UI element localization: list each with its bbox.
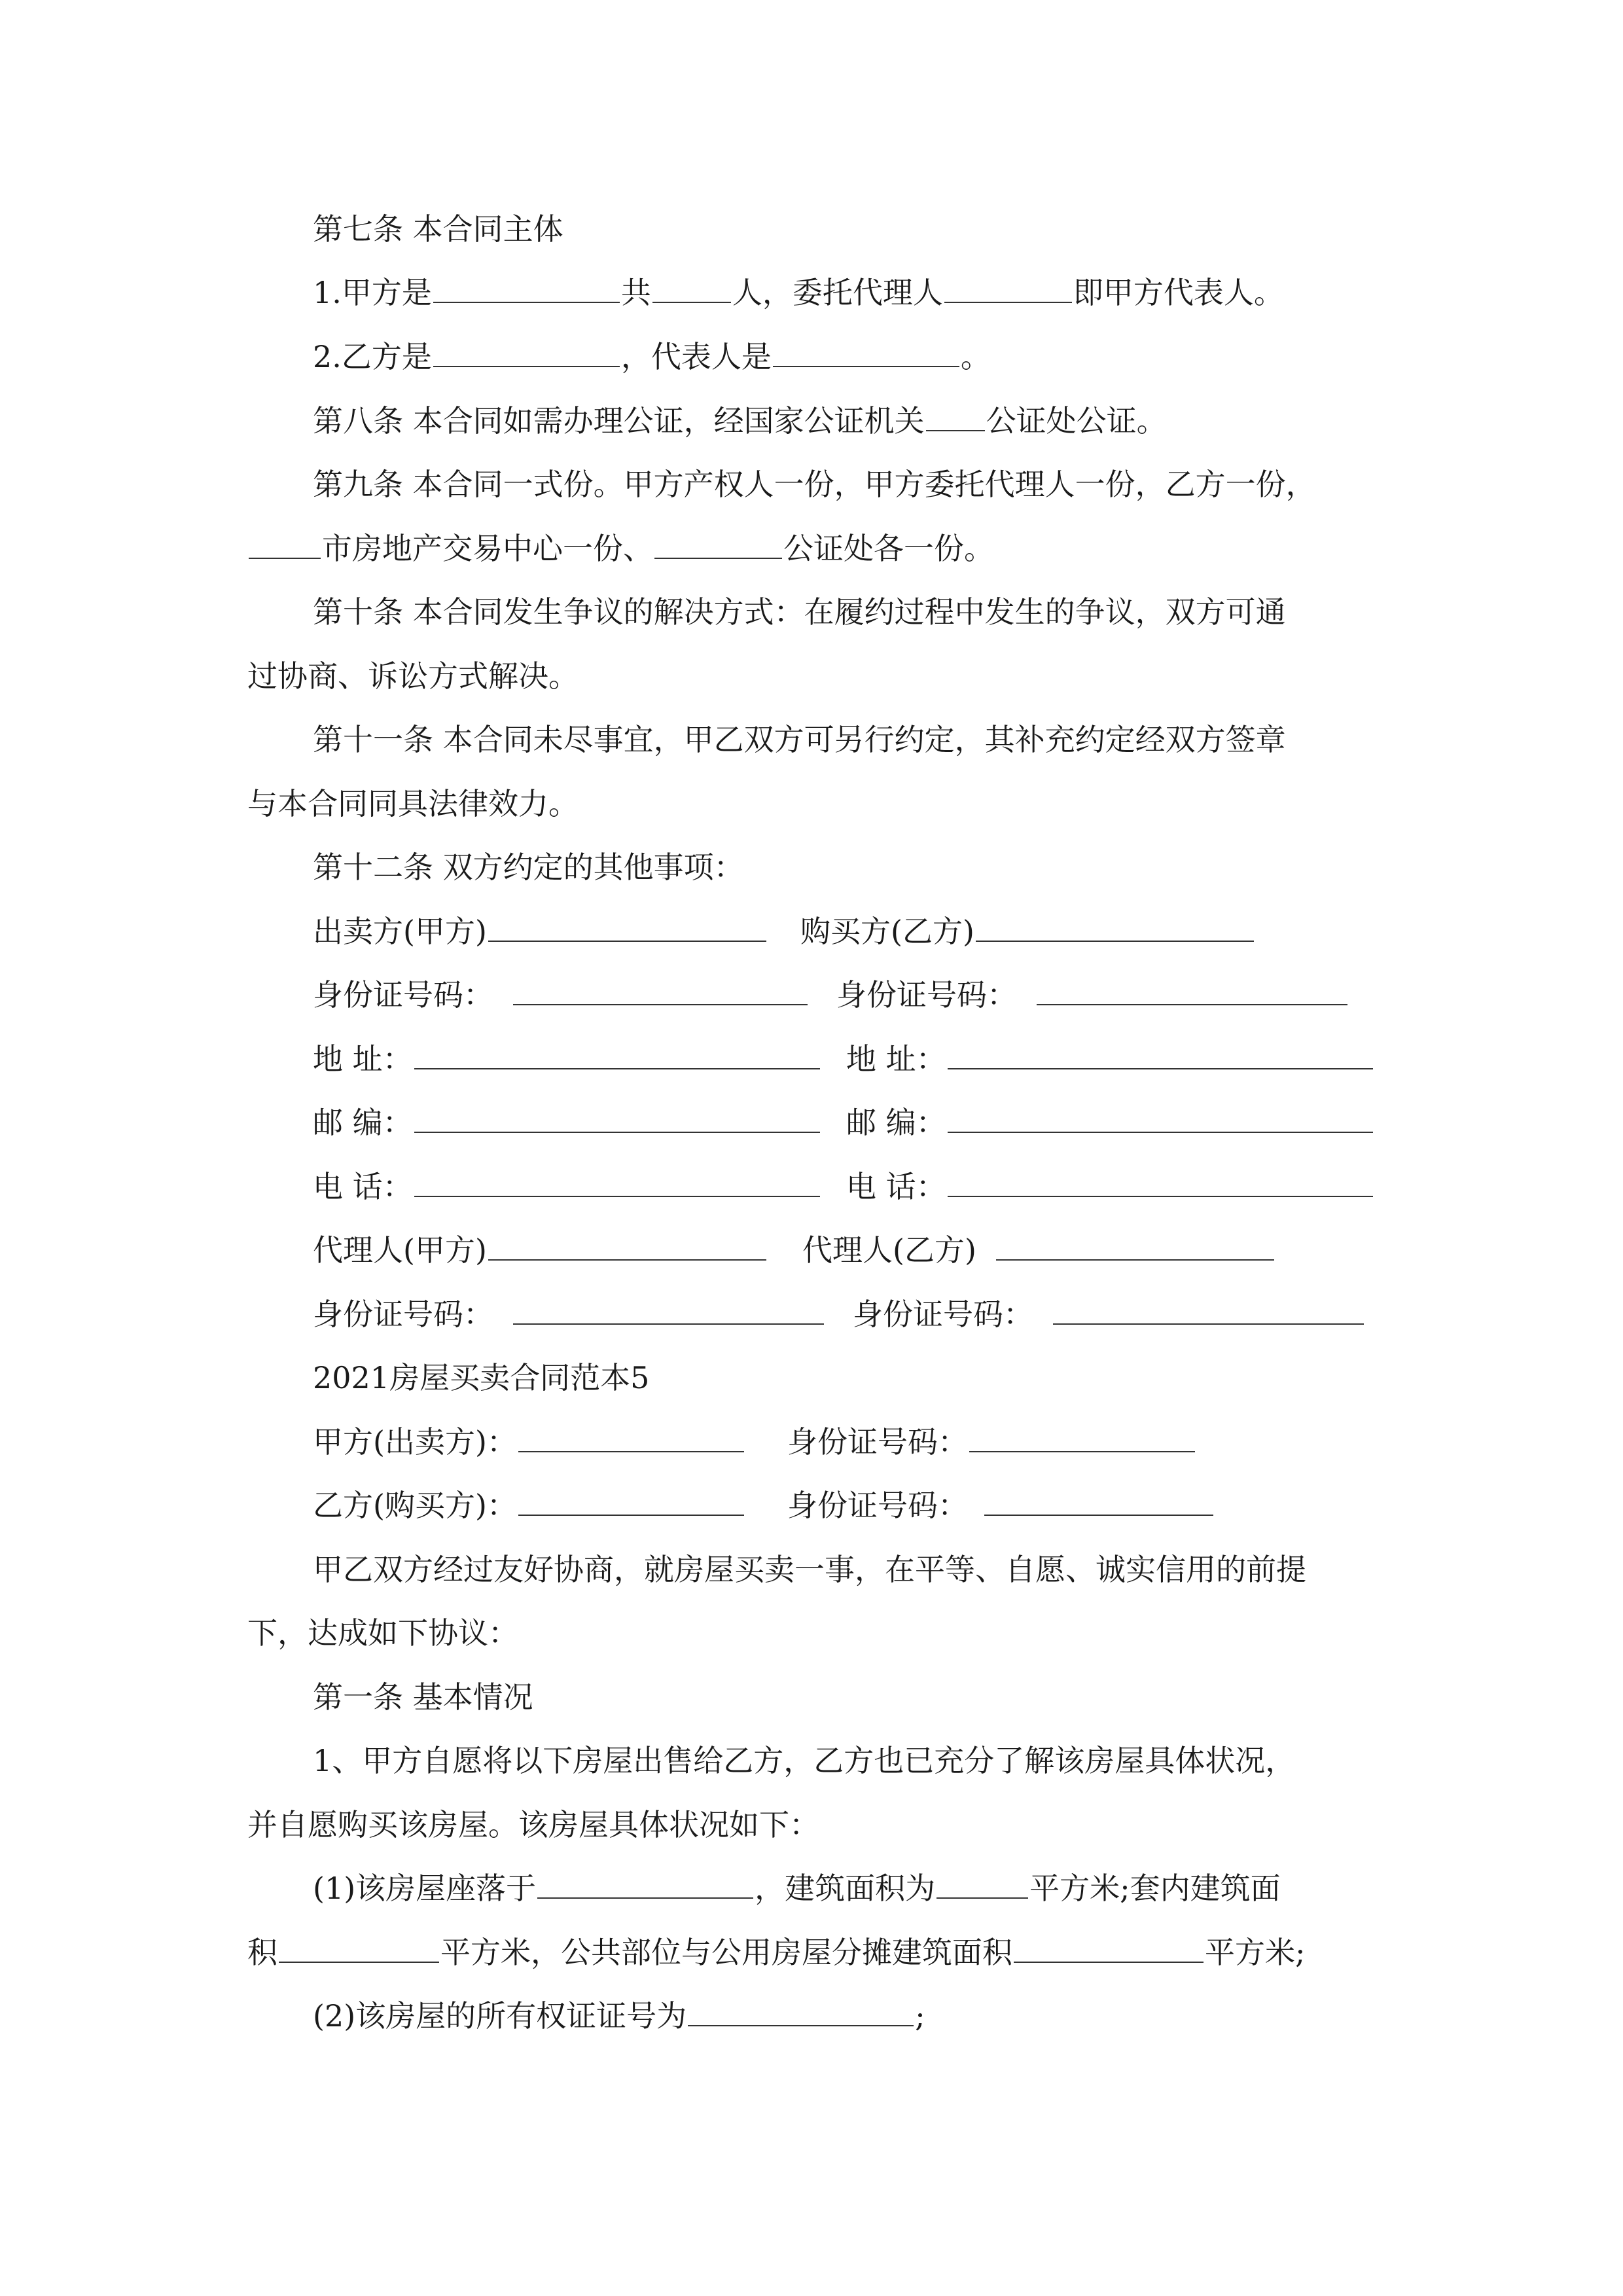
- contract5-party-a: [313, 1422, 968, 1462]
- buyer-postcode-blank[interactable]: [948, 1103, 1373, 1133]
- article12-heading: 第十二条 双方约定的其他事项：: [313, 850, 744, 885]
- contract5-party-a-id-label: 身份证号码：: [787, 1424, 968, 1460]
- ownership-cert-blank[interactable]: [688, 1996, 914, 2026]
- article9-line2-text: 市房地产交易中心一份、: [322, 531, 653, 566]
- article9-line2-end: 公证处各一份。: [783, 531, 994, 566]
- item1-ji-label: 积: [247, 1935, 277, 1970]
- seller-id-label: 身份证号码：: [313, 977, 493, 1013]
- item1-area-label: ，建筑面积为: [755, 1871, 936, 1906]
- party-b-rep-blank[interactable]: [773, 337, 959, 367]
- buyer-address-blank[interactable]: [948, 1039, 1373, 1069]
- party-b-name-blank[interactable]: [433, 337, 620, 367]
- article7-party-b-label: 2.乙方是: [313, 339, 432, 374]
- item2-end: ;: [915, 1998, 925, 2034]
- seller-phone-label: 电 话：: [313, 1169, 413, 1204]
- article7-party-a-end: 即甲方代表人。: [1073, 275, 1284, 310]
- signature-row-agent-id: [313, 1295, 1033, 1334]
- article9-line1: 第九条 本合同一式份。甲方产权人一份，甲方委托代理人一份，乙方一份，: [313, 467, 1316, 502]
- item1-inner-area-label: 平方米;套内建筑面: [1029, 1871, 1281, 1906]
- article7-party-b-rep-label: ，代表人是: [620, 339, 772, 374]
- article8-end: 公证处公证。: [986, 403, 1167, 439]
- signature-row-agent: [313, 1230, 976, 1270]
- seller-address-blank[interactable]: [414, 1039, 820, 1069]
- buyer-id-label: 身份证号码：: [836, 977, 1017, 1013]
- contract5-title: 2021房屋买卖合同范本5: [313, 1360, 650, 1395]
- contract5-party-a-id-blank[interactable]: [969, 1422, 1195, 1452]
- buyer-label: 购买方(乙方): [800, 914, 974, 949]
- signature-row-phone: [313, 1167, 946, 1206]
- article10-line2: 过协商、诉讼方式解决。: [247, 658, 579, 694]
- article7-party-a-label: 1.甲方是: [313, 275, 432, 310]
- shared-area-blank[interactable]: [1014, 1933, 1204, 1963]
- contract5-art1-p1-line2: 并自愿购买该房屋。该房屋具体状况如下：: [247, 1807, 819, 1842]
- article11-line2: 与本合同同具法律效力。: [247, 786, 579, 821]
- contract5-party-a-blank[interactable]: [518, 1422, 744, 1452]
- contract5-item1-line1: [313, 1869, 1281, 1908]
- agent-b-label: 代理人(乙方): [802, 1232, 976, 1268]
- notary-blank[interactable]: [926, 401, 985, 431]
- article9-line2: [247, 529, 994, 568]
- article7-party-a-count-label: 共: [620, 275, 651, 310]
- item2-label: (2)该房屋的所有权证证号为: [313, 1998, 687, 2034]
- contract5-party-a-label: 甲方(出卖方)：: [313, 1424, 517, 1460]
- contract5-party-b-label: 乙方(购买方)：: [313, 1488, 517, 1523]
- item1-location-label: (1)该房屋座落于: [313, 1871, 537, 1906]
- seller-blank[interactable]: [488, 912, 766, 942]
- location-blank[interactable]: [537, 1869, 753, 1899]
- party-a-name-blank[interactable]: [433, 273, 620, 303]
- buyer-postcode-label: 邮 编：: [846, 1105, 946, 1140]
- article7-party-a: [313, 273, 1284, 312]
- agent-a-id-blank[interactable]: [513, 1295, 824, 1325]
- article11-line1: 第十一条 本合同未尽事宜，甲乙双方可另行约定，其补充约定经双方签章: [313, 722, 1286, 757]
- contract5-party-b-id-blank[interactable]: [984, 1486, 1213, 1516]
- agent-b-id-label: 身份证号码：: [853, 1297, 1033, 1332]
- contract5-art1-heading: 第一条 基本情况: [313, 1679, 533, 1715]
- signature-row-party: [313, 912, 974, 951]
- buyer-address-label: 地 址：: [846, 1041, 946, 1077]
- article7-party-b: [313, 337, 991, 376]
- notary-office-blank[interactable]: [654, 529, 782, 559]
- signature-row-id: [313, 975, 1017, 1014]
- seller-postcode-label: 邮 编：: [313, 1105, 413, 1140]
- article7-party-b-end: 。: [960, 339, 991, 374]
- seller-id-blank[interactable]: [513, 975, 808, 1005]
- contract5-item2: [313, 1996, 925, 2036]
- article7-heading: 第七条 本合同主体: [313, 211, 563, 247]
- signature-row-address: [313, 1039, 946, 1079]
- seller-phone-blank[interactable]: [414, 1167, 820, 1197]
- article7-party-a-agent-label: 人，委托代理人: [732, 275, 943, 310]
- buyer-blank[interactable]: [976, 912, 1254, 942]
- contract5-art1-p1-line1: 1、甲方自愿将以下房屋出售给乙方，乙方也已充分了解该房屋具体状况，: [313, 1743, 1296, 1778]
- contract5-party-b: [313, 1486, 968, 1525]
- contract5-item1-line2: [247, 1933, 1306, 1972]
- buyer-phone-blank[interactable]: [948, 1167, 1373, 1197]
- agent-a-blank[interactable]: [488, 1230, 766, 1261]
- agent-a-id-label: 身份证号码：: [313, 1297, 493, 1332]
- buyer-id-blank[interactable]: [1037, 975, 1347, 1005]
- party-a-agent-blank[interactable]: [944, 273, 1072, 303]
- article8-text: 第八条 本合同如需办理公证，经国家公证机关: [313, 403, 925, 439]
- contract5-preamble-line1: 甲乙双方经过友好协商，就房屋买卖一事，在平等、自愿、诚实信用的前提: [313, 1552, 1306, 1587]
- contract5-preamble-line2: 下，达成如下协议：: [247, 1615, 518, 1651]
- contract5-party-b-blank[interactable]: [518, 1486, 744, 1516]
- contract5-party-b-id-label: 身份证号码：: [787, 1488, 968, 1523]
- signature-row-postcode: [313, 1103, 946, 1142]
- item1-shared-area-label: 平方米，公共部位与公用房屋分摊建筑面积: [440, 1935, 1012, 1970]
- agent-b-blank[interactable]: [996, 1230, 1274, 1261]
- party-a-count-blank[interactable]: [652, 273, 731, 303]
- buyer-phone-label: 电 话：: [846, 1169, 946, 1204]
- article10-line1: 第十条 本合同发生争议的解决方式：在履约过程中发生的争议，双方可通: [313, 594, 1286, 630]
- article8: [313, 401, 1167, 440]
- city-blank[interactable]: [249, 529, 321, 559]
- seller-label: 出卖方(甲方): [313, 914, 487, 949]
- agent-b-id-blank[interactable]: [1053, 1295, 1364, 1325]
- building-area-blank[interactable]: [936, 1869, 1028, 1899]
- seller-address-label: 地 址：: [313, 1041, 413, 1077]
- seller-postcode-blank[interactable]: [414, 1103, 820, 1133]
- item1-end: 平方米;: [1205, 1935, 1306, 1970]
- agent-a-label: 代理人(甲方): [313, 1232, 487, 1268]
- inner-area-blank[interactable]: [279, 1933, 439, 1963]
